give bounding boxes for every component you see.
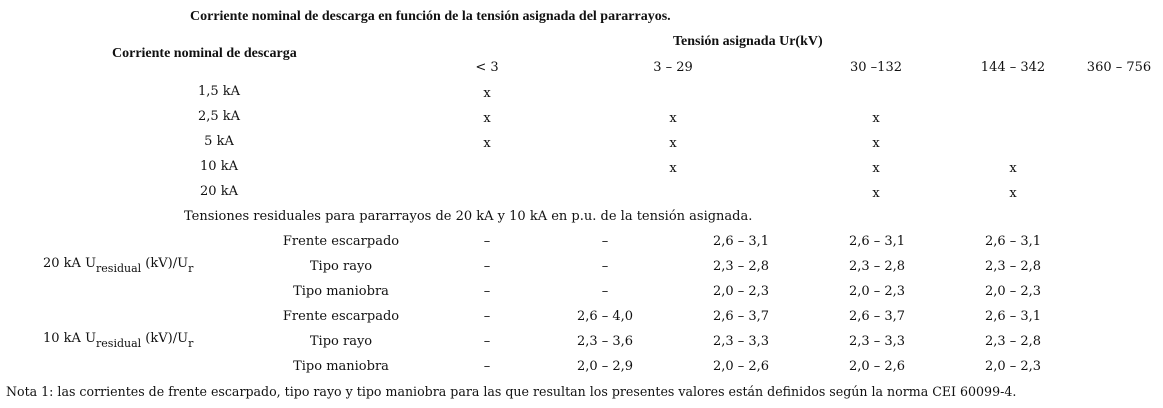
residual-value: – bbox=[483, 259, 491, 274]
residual-value: – bbox=[601, 259, 609, 274]
residual-value: – bbox=[601, 284, 609, 299]
residual-value: – bbox=[483, 234, 491, 249]
residual-value: 2,0 – 2,3 bbox=[984, 359, 1042, 374]
residual-value: 2,6 – 3,1 bbox=[712, 234, 770, 249]
group-label-sub2: r bbox=[188, 337, 194, 350]
voltage-column-header: < 3 bbox=[475, 60, 499, 75]
residual-value: 2,0 – 2,3 bbox=[848, 284, 906, 299]
residual-value: 2,3 – 2,8 bbox=[984, 259, 1042, 274]
wave-type-label: Frente escarpado bbox=[282, 234, 400, 249]
mark-cell: x bbox=[1009, 161, 1017, 176]
residual-value: 2,3 – 2,8 bbox=[712, 259, 770, 274]
residual-value: 2,6 – 3,1 bbox=[984, 234, 1042, 249]
residual-value: 2,6 – 4,0 bbox=[576, 309, 634, 324]
group-label-main: 10 kA U bbox=[43, 331, 97, 346]
discharge-current-header: Corriente nominal de descarga bbox=[112, 46, 297, 61]
residual-value: – bbox=[483, 309, 491, 324]
residual-value: 2,6 – 3,7 bbox=[712, 309, 770, 324]
mark-cell: x bbox=[872, 161, 880, 176]
residual-value: 2,6 – 3,1 bbox=[848, 234, 906, 249]
residual-value: 2,0 – 2,6 bbox=[712, 359, 770, 374]
wave-type-label: Tipo maniobra bbox=[293, 284, 389, 299]
residual-value: 2,3 – 3,6 bbox=[576, 334, 634, 349]
residual-value: 2,0 – 2,6 bbox=[848, 359, 906, 374]
mark-cell: x bbox=[669, 111, 677, 126]
residual-value: – bbox=[483, 334, 491, 349]
voltage-column-header: 30 –132 bbox=[850, 60, 902, 75]
residual-value: 2,3 – 2,8 bbox=[984, 334, 1042, 349]
residual-value: 2,0 – 2,3 bbox=[984, 284, 1042, 299]
mark-cell: x bbox=[872, 111, 880, 126]
residual-value: 2,6 – 3,1 bbox=[984, 309, 1042, 324]
group-label-mid: (kV)/U bbox=[141, 256, 189, 271]
wave-type-label: Tipo rayo bbox=[309, 259, 373, 274]
wave-type-label: Frente escarpado bbox=[282, 309, 400, 324]
current-label: 1,5 kA bbox=[197, 84, 241, 99]
mark-cell: x bbox=[872, 186, 880, 201]
mark-cell: x bbox=[872, 136, 880, 151]
current-label: 10 kA bbox=[200, 159, 238, 174]
current-label: 2,5 kA bbox=[197, 109, 241, 124]
group-label-sub: residual bbox=[96, 337, 142, 350]
mark-cell: x bbox=[669, 161, 677, 176]
group-label-10ka bbox=[43, 331, 194, 350]
residual-value: – bbox=[601, 234, 609, 249]
mark-cell: x bbox=[483, 86, 491, 101]
current-label: 5 kA bbox=[204, 134, 234, 149]
wave-type-label: Tipo rayo bbox=[309, 334, 373, 349]
residual-value: 2,0 – 2,9 bbox=[576, 359, 634, 374]
residual-value: – bbox=[483, 359, 491, 374]
residual-title: Tensiones residuales para pararrayos de 20 kA y 10 kA en p.u. de la tensión asignada. bbox=[184, 209, 753, 224]
residual-value: 2,3 – 3,3 bbox=[848, 334, 906, 349]
voltage-column-header: 3 – 29 bbox=[653, 60, 693, 75]
voltage-header: Tensión asignada Ur(kV) bbox=[673, 34, 823, 49]
voltage-column-header: 360 – 756 bbox=[1086, 60, 1152, 75]
residual-value: 2,3 – 2,8 bbox=[848, 259, 906, 274]
mark-cell: x bbox=[669, 136, 677, 151]
current-label: 20 kA bbox=[200, 184, 238, 199]
group-label-mid: (kV)/U bbox=[141, 331, 189, 346]
group-label-20ka bbox=[43, 256, 194, 275]
mark-cell: x bbox=[483, 111, 491, 126]
residual-value: 2,0 – 2,3 bbox=[712, 284, 770, 299]
group-label-main: 20 kA U bbox=[43, 256, 97, 271]
residual-value: 2,6 – 3,7 bbox=[848, 309, 906, 324]
residual-value: 2,3 – 3,3 bbox=[712, 334, 770, 349]
wave-type-label: Tipo maniobra bbox=[293, 359, 389, 374]
residual-value: – bbox=[483, 284, 491, 299]
footnote: Nota 1: las corrientes de frente escarpado, tipo rayo y tipo maniobra para las que resultan los presentes valores están definidos según la norma CEI 60099-4. bbox=[6, 384, 1017, 399]
group-label-sub: residual bbox=[96, 262, 142, 275]
voltage-column-header: 144 – 342 bbox=[980, 60, 1046, 75]
group-label-sub2: r bbox=[188, 262, 194, 275]
table-title: Corriente nominal de descarga en función de la tensión asignada del pararrayos. bbox=[190, 9, 671, 24]
mark-cell: x bbox=[1009, 186, 1017, 201]
mark-cell: x bbox=[483, 136, 491, 151]
